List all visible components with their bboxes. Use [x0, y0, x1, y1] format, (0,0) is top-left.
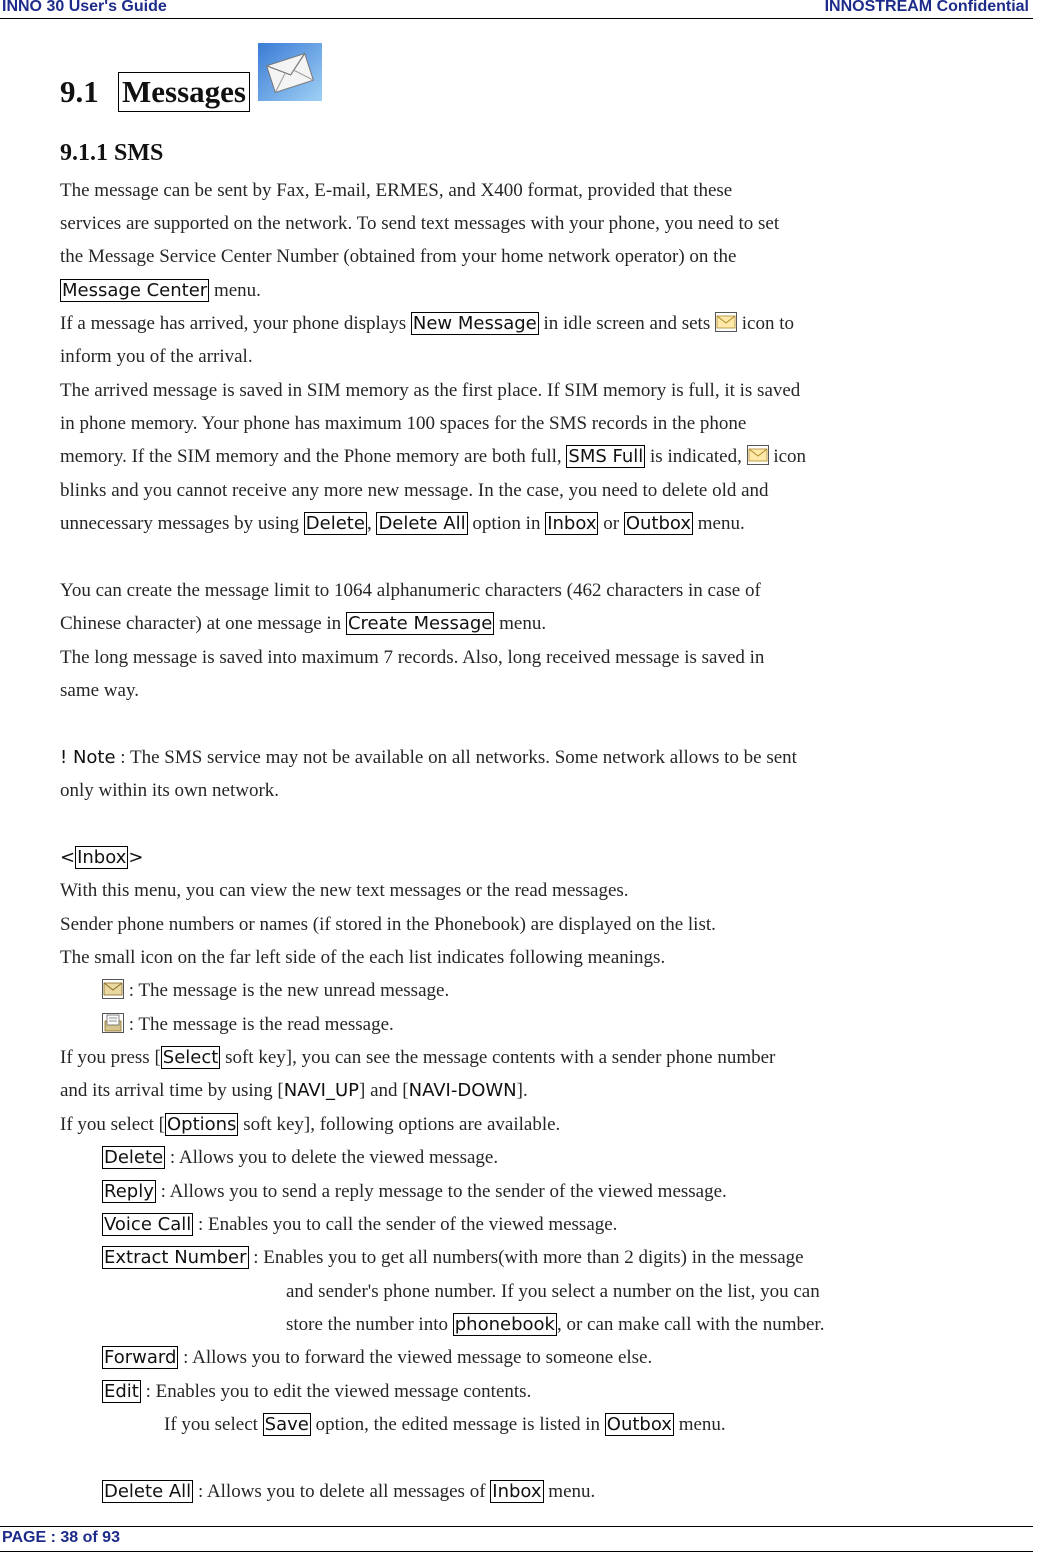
menu-ref-outbox: Outbox [606, 1414, 672, 1435]
option-label: Delete All [104, 1481, 192, 1502]
menu-ref-message-center: Message Center [62, 280, 208, 301]
text-fragment: menu. [543, 1481, 596, 1502]
icon-legend-unread [102, 974, 449, 1007]
menu-ref-inbox: Inbox [492, 1481, 542, 1502]
text-line [60, 507, 745, 540]
menu-ref-create-message: Create Message [347, 613, 493, 634]
header-left: INNO 30 User's Guide [2, 0, 167, 15]
note-line [60, 741, 797, 774]
option-forward [102, 1341, 652, 1374]
header-right: INNOSTREAM Confidential [824, 0, 1029, 15]
text-fragment: Chinese character) at one message in [60, 613, 346, 634]
page-footer [0, 1526, 1033, 1552]
option-extract-number [102, 1241, 804, 1274]
text-fragment: and its arrival time by using [ [60, 1080, 284, 1101]
section-number: 9.1 [60, 74, 99, 109]
text-line [60, 440, 806, 473]
option-reply [102, 1175, 727, 1208]
text-fragment: menu. [673, 1414, 726, 1435]
page-header [0, 0, 1033, 19]
text-fragment: : Allows you to forward the viewed message to someone else. [178, 1347, 653, 1368]
key-ref-navi-up: NAVI_UP [283, 1080, 360, 1101]
text-line [60, 274, 261, 307]
text-fragment: soft key], you can see the message contents with a sender phone number [220, 1047, 776, 1068]
text-fragment: ]. [516, 1080, 528, 1101]
text-fragment: If you select [164, 1414, 263, 1435]
read-message-icon [102, 1013, 124, 1033]
text-line: services are supported on the network. To send text messages with your phone, you need to set [60, 213, 780, 234]
text-fragment: menu. [494, 613, 547, 634]
text-fragment: > [128, 847, 144, 868]
text-line [60, 1074, 528, 1107]
text-fragment: : The message is the read message. [124, 1014, 394, 1035]
text-fragment: icon [768, 446, 807, 467]
menu-ref-inbox: Inbox [547, 513, 597, 534]
option-label: Voice Call [104, 1214, 192, 1235]
text-line: inform you of the arrival. [60, 346, 253, 367]
text-fragment: in idle screen and sets [538, 313, 715, 334]
option-delete-all [102, 1475, 595, 1508]
subsection-heading: 9.1.1 SMS [60, 140, 164, 166]
option-label: Edit [104, 1381, 139, 1402]
text-fragment: : The SMS service may not be available on all networks. Some network allows to be sent [115, 747, 797, 768]
option-label: Reply [104, 1181, 154, 1202]
text-fragment: < [60, 847, 76, 868]
option-edit [102, 1375, 531, 1408]
softkey-ref-options: Options [166, 1114, 237, 1135]
text-fragment: store the number into [286, 1314, 453, 1335]
text-fragment: soft key], following options are available. [238, 1114, 561, 1135]
text-fragment: : Enables you to call the sender of the viewed message. [193, 1214, 618, 1235]
text-line: the Message Service Center Number (obtained from your home network operator) on the [60, 246, 737, 267]
text-fragment: : The message is the new unread message. [124, 980, 450, 1001]
page-number: PAGE : 38 of 93 [2, 1529, 120, 1546]
menu-ref-save: Save [264, 1414, 309, 1435]
softkey-ref-select: Select [162, 1047, 219, 1068]
note-label: ! Note [60, 747, 116, 768]
text-fragment: If you select [ [60, 1114, 165, 1135]
text-line: The arrived message is saved in SIM memory as the first place. If SIM memory is full, it is saved [60, 380, 801, 401]
key-ref-navi-down: NAVI-DOWN [408, 1080, 517, 1101]
menu-ref-new-message: New Message [412, 313, 537, 334]
option-voice-call [102, 1208, 617, 1241]
text-line: Sender phone numbers or names (if stored in the Phonebook) are displayed on the list. [60, 914, 716, 935]
menu-ref-outbox: Outbox [625, 513, 691, 534]
inbox-heading [60, 841, 143, 874]
section-title: Messages [118, 72, 250, 112]
text-fragment: : Allows you to send a reply message to the sender of the viewed message. [155, 1181, 727, 1202]
text-line: and sender's phone number. If you select a number on the list, you can [286, 1281, 820, 1302]
text-line: The message can be sent by Fax, E-mail, ERMES, and X400 format, provided that these [60, 180, 733, 201]
text-line: You can create the message limit to 1064 alphanumeric characters (462 characters in case of [60, 580, 761, 601]
text-line: The long message is saved into maximum 7 records. Also, long received message is saved in [60, 647, 765, 668]
menu-ref-delete: Delete [305, 513, 365, 534]
menu-ref-sms-full: SMS Full [568, 446, 644, 467]
menu-ref-delete-all: Delete All [378, 513, 466, 534]
text-line: only within its own network. [60, 780, 280, 801]
text-fragment: : Enables you to edit the viewed message contents. [140, 1381, 532, 1402]
option-label: Extract Number [104, 1247, 247, 1268]
text-line: The small icon on the far left side of the each list indicates following meanings. [60, 947, 666, 968]
unread-message-icon [102, 979, 124, 999]
text-line [60, 1108, 560, 1141]
text-line: With this menu, you can view the new text messages or the read messages. [60, 880, 629, 901]
text-fragment: : Allows you to delete the viewed message. [165, 1147, 499, 1168]
text-line: same way. [60, 680, 139, 701]
envelope-icon [747, 445, 769, 465]
option-label: Forward [104, 1347, 177, 1368]
text-fragment: menu. [692, 513, 745, 534]
menu-ref-phonebook: phonebook [454, 1314, 555, 1335]
text-line [60, 307, 794, 340]
text-fragment: icon to [736, 313, 794, 334]
option-label: Delete [104, 1147, 164, 1168]
icon-legend-read [102, 1008, 394, 1041]
text-fragment: unnecessary messages by using [60, 513, 304, 534]
text-fragment: menu. [209, 280, 261, 301]
menu-ref-inbox: Inbox [77, 847, 127, 868]
envelope-icon [715, 312, 737, 332]
text-fragment: If you press [ [60, 1047, 161, 1068]
text-fragment: memory. If the SIM memory and the Phone memory are both full, [60, 446, 567, 467]
text-fragment: : Allows you to delete all messages of [193, 1481, 491, 1502]
text-fragment: is indicated, [645, 446, 747, 467]
option-delete [102, 1141, 498, 1174]
text-line: blinks and you cannot receive any more new message. In the case, you need to delete old and [60, 480, 769, 501]
text-fragment: , [366, 513, 377, 534]
text-fragment: If a message has arrived, your phone displays [60, 313, 411, 334]
text-fragment: ] and [ [359, 1080, 409, 1101]
text-fragment: , or can make call with the number. [556, 1314, 825, 1335]
text-line [60, 607, 546, 640]
text-line [60, 1041, 775, 1074]
text-line [164, 1408, 726, 1441]
messages-envelope-icon [258, 43, 322, 101]
text-line [286, 1308, 824, 1341]
text-line: in phone memory. Your phone has maximum 100 spaces for the SMS records in the phone [60, 413, 747, 434]
text-fragment: option in [467, 513, 546, 534]
text-fragment: option, the edited message is listed in [310, 1414, 605, 1435]
text-fragment: : Enables you to get all numbers(with more than 2 digits) in the message [248, 1247, 804, 1268]
text-fragment: or [598, 513, 624, 534]
